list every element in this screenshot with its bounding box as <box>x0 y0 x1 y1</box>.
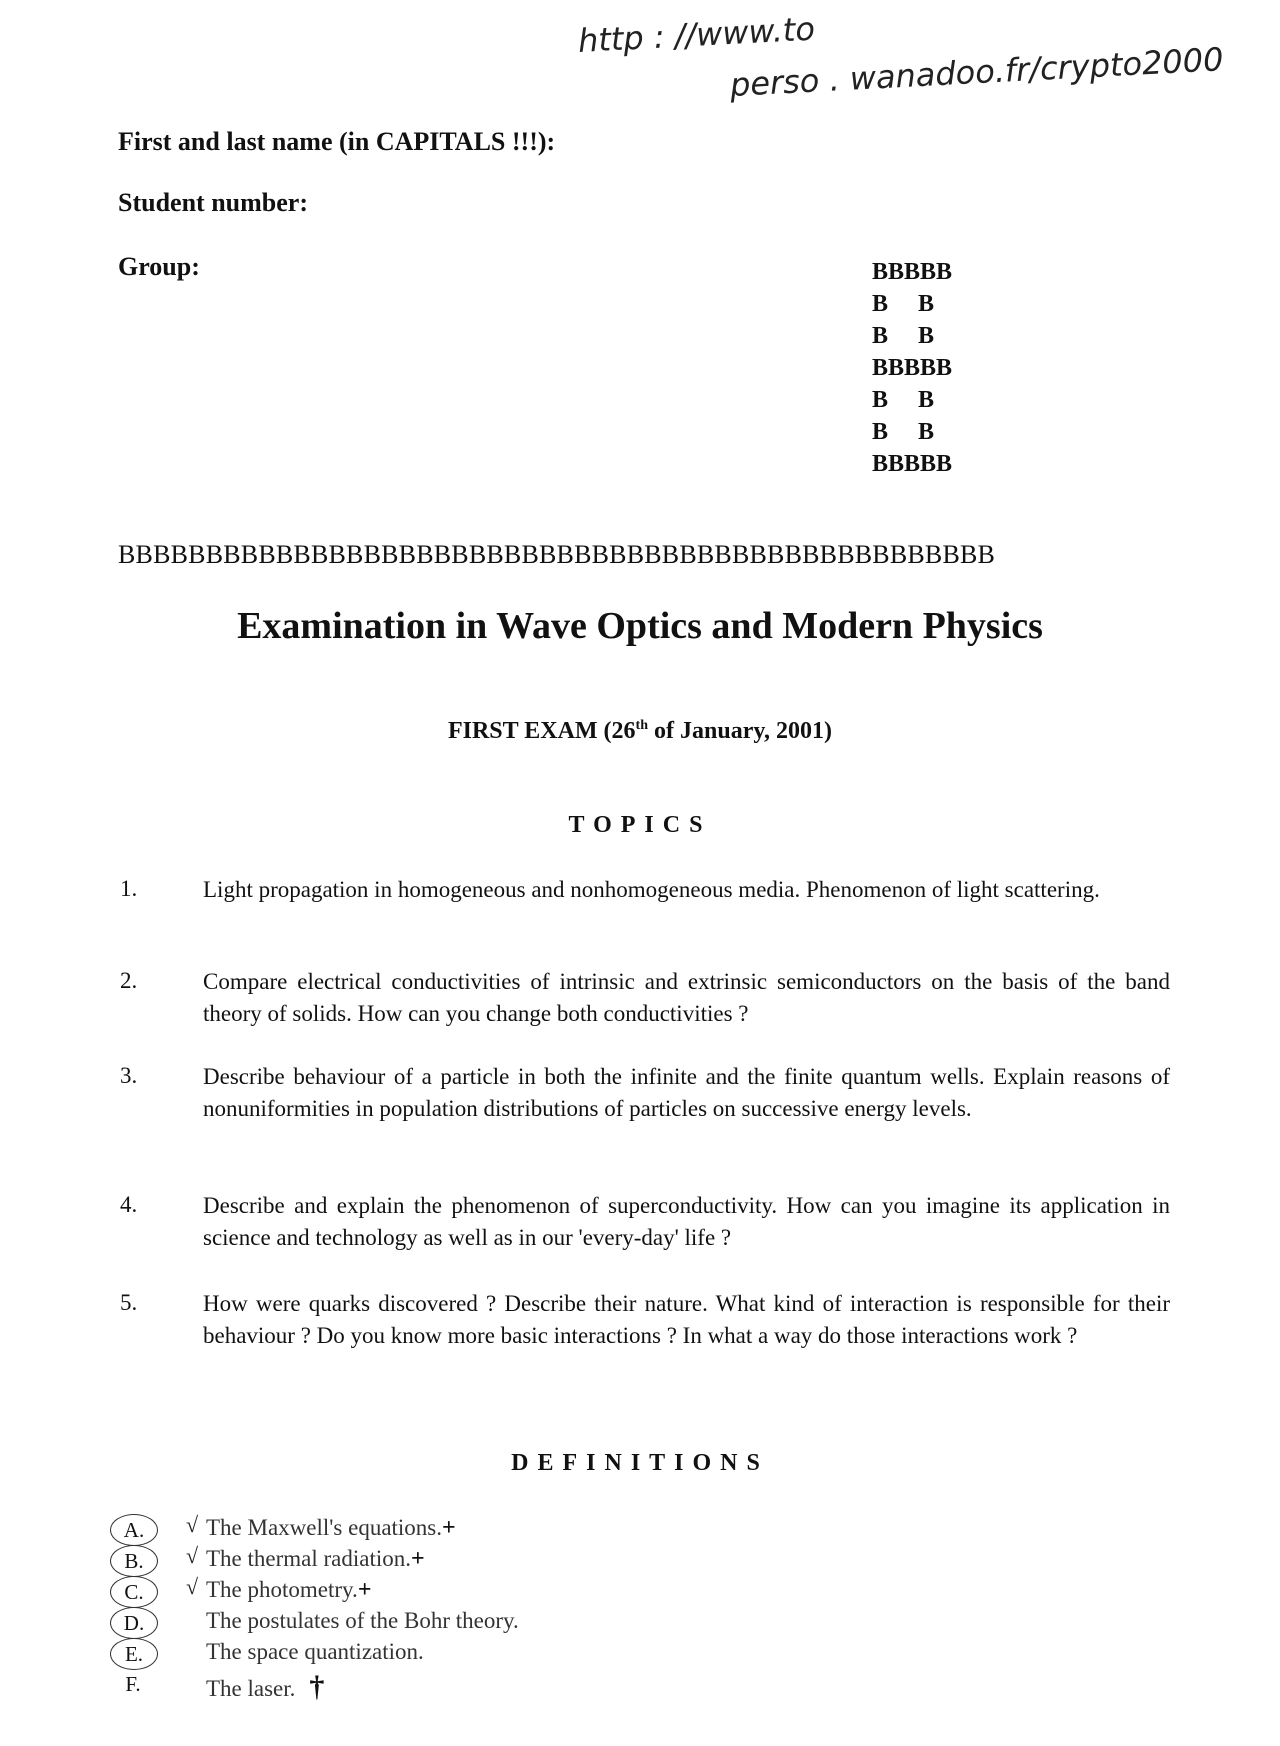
topic-text: Compare electrical conductivities of intrinsic and extrinsic semiconductors on the basis of the band theory of solids. How can you change both conductivities ? <box>203 969 1170 1026</box>
handwritten-url-line2: perso . wanadoo.fr/crypto2000 <box>729 40 1225 104</box>
topics-heading: TOPICS <box>568 812 712 838</box>
name-field-label: First and last name (in CAPITALS !!!): <box>118 127 556 156</box>
definition-text: The photometry. <box>206 1577 358 1602</box>
topic-number: 4. <box>120 1192 138 1217</box>
topic-text: How were quarks discovered ? Describe their nature. What kind of interaction is responsible for their behaviour ? Do you know more basic interactions ? In what a way do those interactions work ? <box>203 1291 1170 1348</box>
definition-item <box>206 1639 424 1665</box>
definitions-heading: DEFINITIONS <box>511 1450 769 1476</box>
variant-b-line: BBBBBBBBBBBBBBBBBBBBBBBBBBBBBBBBBBBBBBBBBBBBBBBBBB <box>118 540 996 569</box>
topic-text: Describe behaviour of a particle in both the infinite and the finite quantum wells. Explain reasons of nonuniformities in population distributions of particles on successive energy levels. <box>203 1064 1170 1121</box>
topic-text: Light propagation in homogeneous and nonhomogeneous media. Phenomenon of light scattering. <box>203 877 1100 902</box>
definition-item <box>206 1608 519 1634</box>
exam-title: Examination in Wave Optics and Modern Physics <box>237 605 1043 647</box>
plus-mark-icon: + <box>411 1546 425 1572</box>
block-letter-row: B B <box>872 291 935 317</box>
check-mark-icon: √ <box>186 1512 199 1537</box>
topic-number: 5. <box>120 1290 138 1315</box>
definition-letter: A. <box>110 1514 158 1546</box>
group-field-label: Group: <box>118 252 200 281</box>
block-letter-row: BBBBB <box>872 355 953 381</box>
definition-text: The Maxwell's equations. <box>206 1515 443 1540</box>
check-mark-icon: √ <box>186 1574 199 1599</box>
definition-text: The laser. <box>206 1676 296 1701</box>
definition-item <box>206 1670 324 1704</box>
exam-subtitle-post: of January, 2001) <box>648 718 833 744</box>
cross-mark-icon: † <box>309 1670 325 1703</box>
plus-mark-icon: + <box>357 1577 372 1603</box>
handwritten-url-line1: http : //www.to <box>577 9 816 60</box>
block-letter-row: B B <box>872 323 935 349</box>
plus-mark-icon: + <box>442 1515 456 1541</box>
block-letter-row: B B <box>872 387 935 413</box>
exam-subtitle-sup: th <box>635 718 648 733</box>
definition-text: The postulates of the Bohr theory. <box>206 1608 519 1633</box>
topic-number: 3. <box>120 1063 138 1088</box>
definition-item <box>206 1515 456 1542</box>
topic-text: Describe and explain the phenomenon of superconductivity. How can you imagine its application in science and technology as well as in our 'every-day' life ? <box>203 1193 1170 1250</box>
definition-text: The thermal radiation. <box>206 1546 412 1571</box>
block-letter-row: BBBBB <box>872 259 953 285</box>
topic-number: 2. <box>120 968 138 993</box>
definition-letter: B. <box>110 1545 158 1577</box>
definition-letter: D. <box>110 1607 158 1639</box>
block-letter-row: BBBBB <box>872 451 953 477</box>
definition-text: The space quantization. <box>206 1639 424 1664</box>
check-mark-icon: √ <box>186 1543 199 1568</box>
block-letter-b <box>872 256 952 480</box>
definition-letter: C. <box>110 1576 158 1608</box>
student-number-field-label: Student number: <box>118 188 308 217</box>
definition-letter: F. <box>125 1672 141 1696</box>
definition-item <box>206 1546 425 1573</box>
definition-letter: E. <box>110 1638 158 1670</box>
exam-subtitle-pre: FIRST EXAM (26 <box>447 718 636 744</box>
topic-number: 1. <box>120 876 138 901</box>
definition-item <box>206 1577 372 1604</box>
block-letter-row: B B <box>872 419 935 445</box>
exam-subtitle <box>0 718 1280 745</box>
